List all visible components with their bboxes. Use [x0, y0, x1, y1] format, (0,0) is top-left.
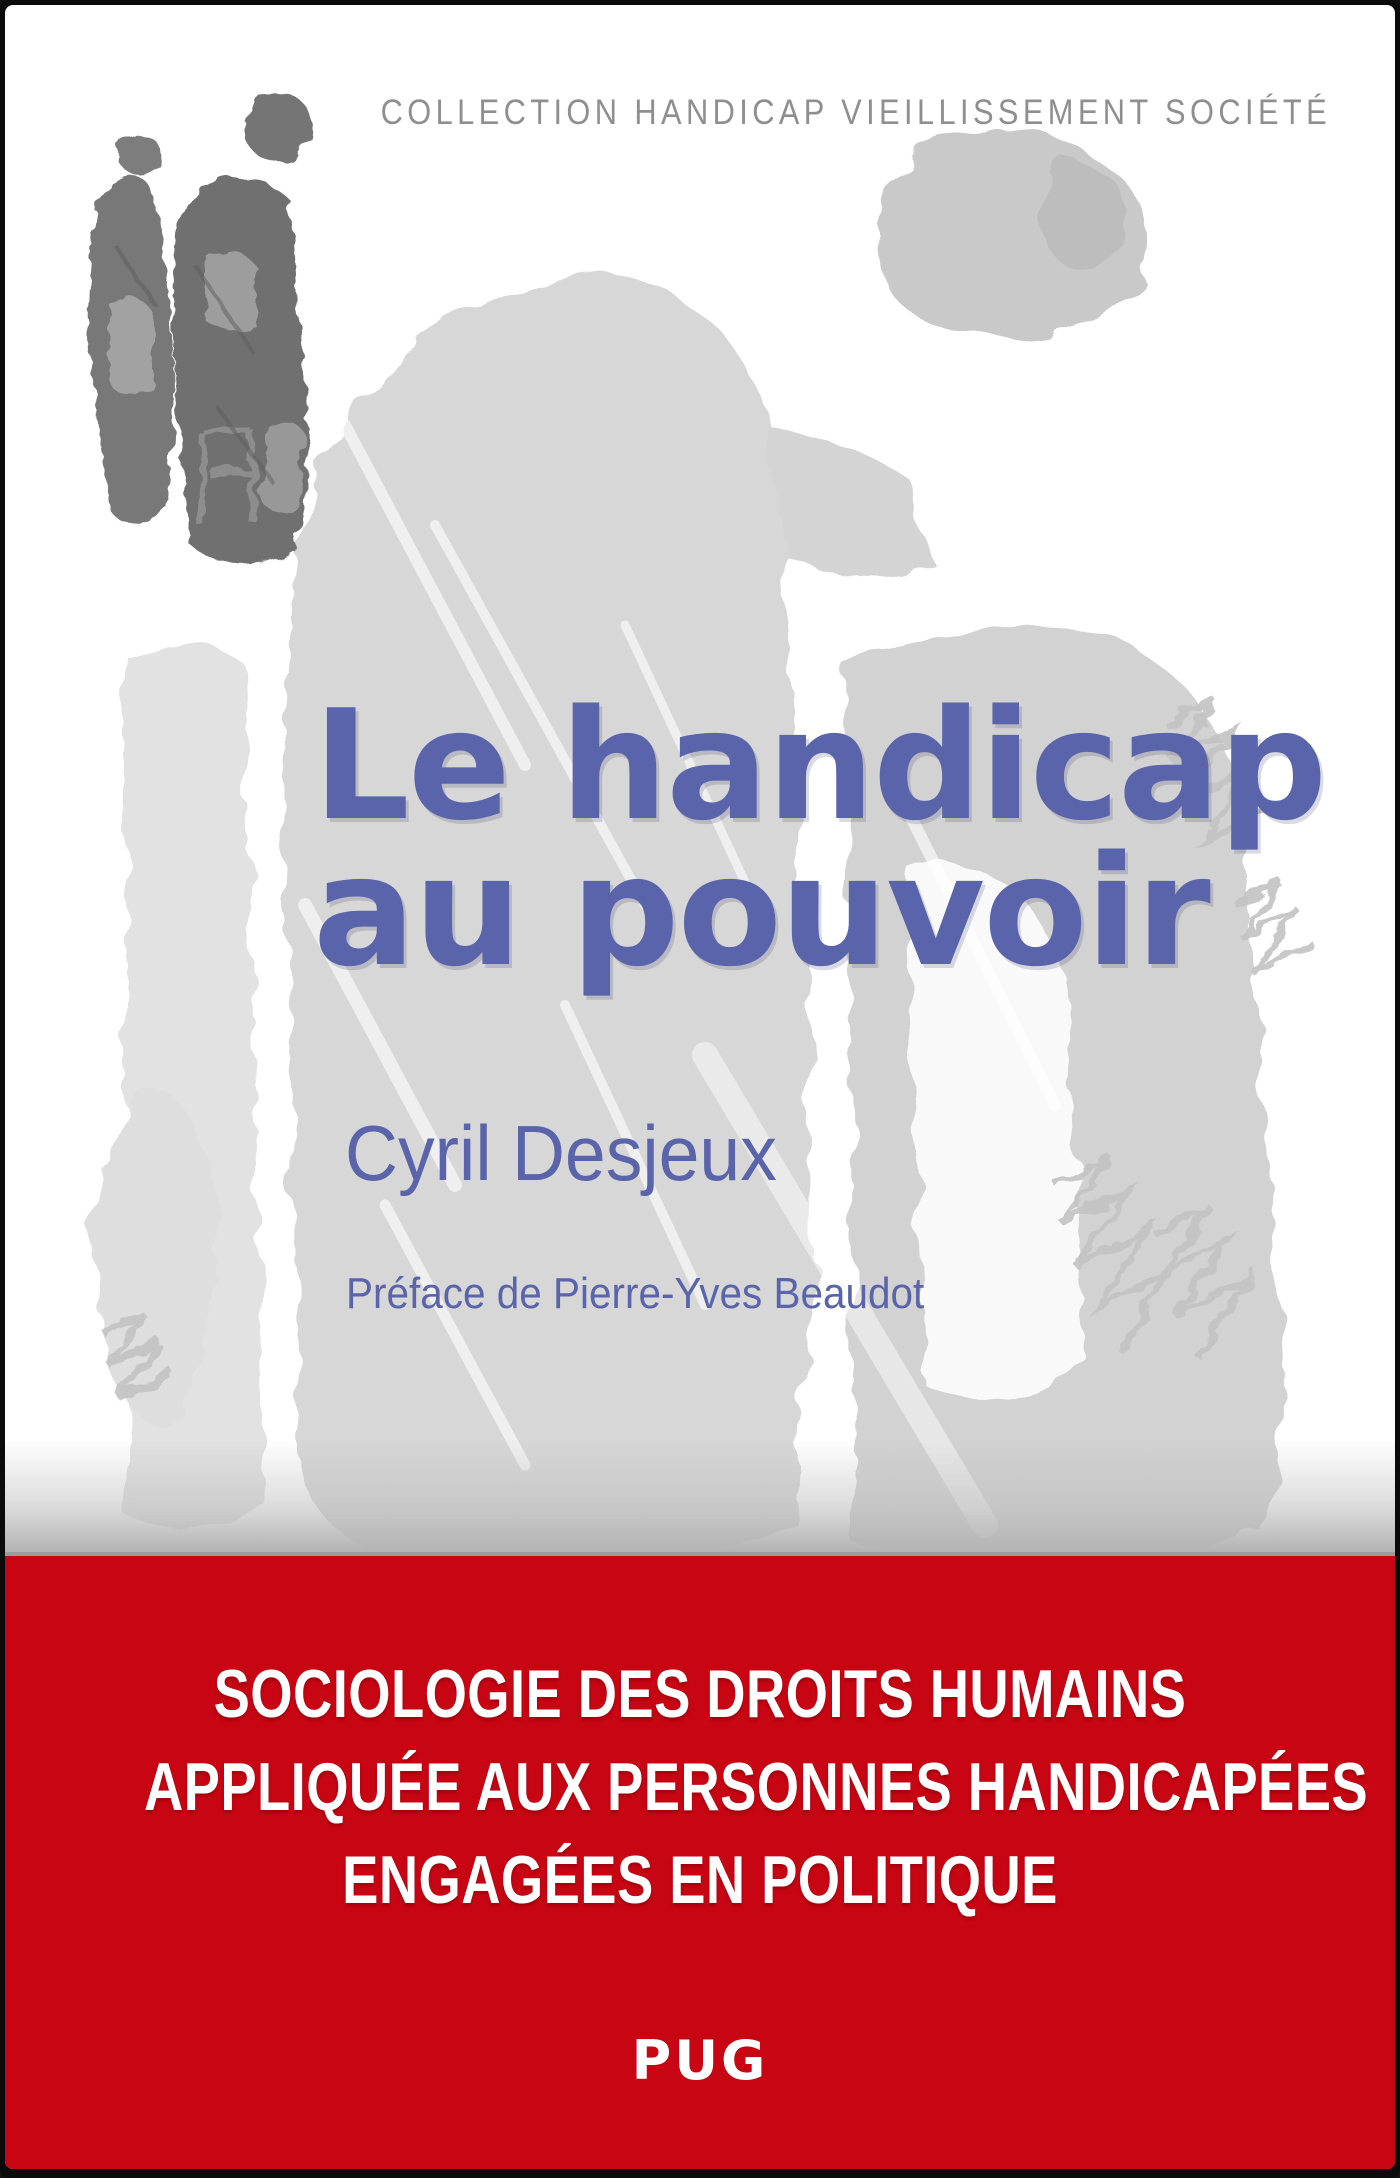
subtitle-banner [5, 1556, 1395, 2169]
subtitle-line-2: APPLIQUÉE AUX PERSONNES HANDICAPÉES [144, 1749, 1369, 1825]
book-title [313, 677, 1326, 1000]
subtitle-text [5, 1648, 1395, 1927]
band-top-shadow [5, 1440, 1395, 1556]
subtitle-line-1: SOCIOLOGIE DES DROITS HUMAINS [213, 1656, 1187, 1732]
publisher-logo: PUG [631, 2029, 769, 2092]
book-cover [5, 5, 1395, 2169]
author-name: Cyril Desjeux [345, 1109, 777, 1197]
subtitle-line-3: ENGAGÉES EN POLITIQUE [342, 1842, 1058, 1918]
preface-credit: Préface de Pierre-Yves Beaudot [346, 1269, 925, 1318]
book-title-line-1: Le handicap [313, 677, 1326, 854]
collection-title: COLLECTION HANDICAP VIEILLISSEMENT SOCIÉTÉ [380, 93, 1331, 132]
book-title-line-2: au pouvoir [313, 823, 1209, 1000]
elderly-couple-walker-sketch [89, 93, 312, 564]
